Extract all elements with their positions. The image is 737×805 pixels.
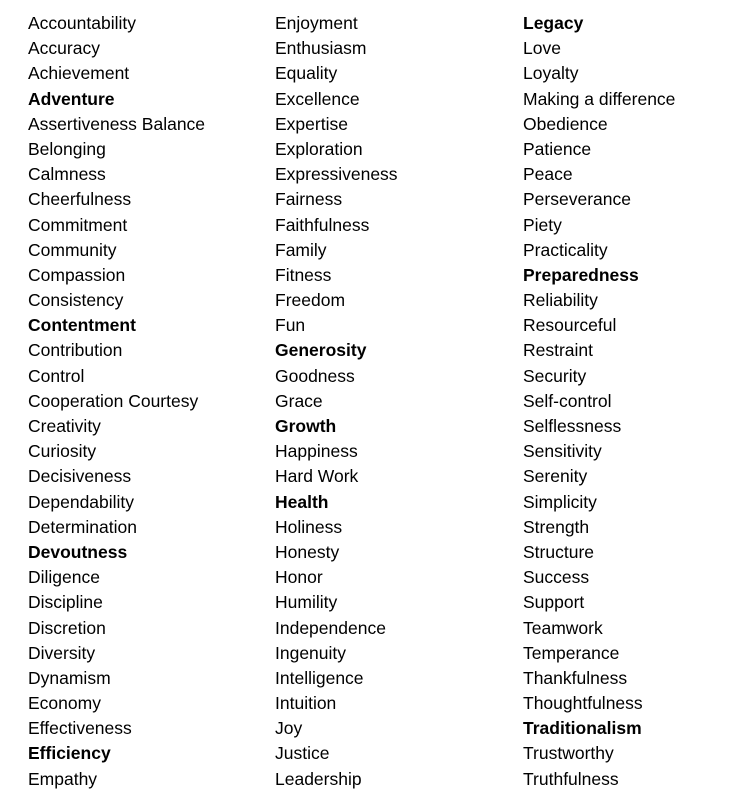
- value-word: Adventure: [28, 88, 115, 109]
- value-word: Effectiveness: [28, 718, 132, 739]
- value-word: Freedom: [275, 290, 346, 311]
- value-word: Justice: [275, 743, 330, 764]
- value-word: Simplicity: [523, 491, 597, 512]
- value-word: Accountability: [28, 13, 136, 33]
- value-word: Serenity: [523, 466, 588, 487]
- value-word: Dependability: [28, 491, 135, 512]
- value-word: Expressiveness: [275, 164, 398, 185]
- value-word: Holiness: [275, 516, 343, 537]
- value-word: Consistency: [28, 290, 124, 311]
- value-word: Thankfulness: [523, 667, 628, 688]
- value-word: Fairness: [275, 189, 343, 210]
- value-word: Grace: [275, 390, 323, 411]
- value-word: Structure: [523, 541, 594, 562]
- value-word: Calmness: [28, 164, 106, 185]
- value-word: Assertiveness Balance: [28, 113, 206, 134]
- value-word: Empathy: [28, 768, 98, 789]
- value-word: Ingenuity: [275, 642, 347, 663]
- value-word: Fitness: [275, 264, 332, 285]
- value-word: Curiosity: [28, 441, 97, 462]
- value-word: Hard Work: [275, 466, 359, 487]
- value-word: Self-control: [523, 390, 612, 411]
- value-word: Patience: [523, 138, 592, 159]
- value-word: Legacy: [523, 13, 584, 33]
- value-word: Security: [523, 365, 587, 386]
- value-word: Determination: [28, 516, 137, 537]
- value-word: Sensitivity: [523, 441, 602, 462]
- value-word: Diligence: [28, 567, 100, 588]
- value-word: Dynamism: [28, 667, 111, 688]
- value-word: Independence: [275, 617, 386, 638]
- value-word: Equality: [275, 63, 338, 84]
- value-word: Community: [28, 239, 117, 260]
- value-word: Contribution: [28, 340, 123, 361]
- value-word: Obedience: [523, 113, 608, 134]
- value-word: Selflessness: [523, 416, 622, 436]
- value-word: Humility: [275, 592, 338, 613]
- value-word: Resourceful: [523, 315, 617, 336]
- value-word: Perseverance: [523, 189, 631, 210]
- value-word: Health: [275, 491, 329, 512]
- value-word: Truthfulness: [523, 768, 619, 789]
- value-word: Fun: [275, 315, 306, 336]
- value-word: Cooperation Courtesy: [28, 390, 199, 411]
- value-word: Support: [523, 592, 585, 613]
- value-word: Love: [523, 38, 561, 59]
- value-word: Trustworthy: [523, 743, 614, 764]
- value-word: Discipline: [28, 592, 103, 613]
- value-word: Happiness: [275, 441, 358, 462]
- value-word: Leadership: [275, 768, 362, 789]
- value-word: Efficiency: [28, 743, 111, 764]
- value-word: Honor: [275, 567, 323, 588]
- value-word: Devoutness: [28, 541, 128, 562]
- value-word: Thoughtfulness: [523, 693, 643, 714]
- value-word: Diversity: [28, 642, 96, 663]
- values-column-2: [275, 11, 515, 792]
- value-word: Honesty: [275, 541, 340, 562]
- value-word: Loyalty: [523, 63, 579, 84]
- value-word: Traditionalism: [523, 718, 642, 739]
- value-word: Family: [275, 239, 327, 260]
- value-word: Compassion: [28, 264, 126, 285]
- value-word: Faithfulness: [275, 214, 370, 235]
- value-word: Accuracy: [28, 38, 100, 59]
- value-word: Generosity: [275, 340, 367, 361]
- value-word: Strength: [523, 516, 590, 537]
- value-word: Making a difference: [523, 88, 676, 109]
- value-word: Excellence: [275, 88, 360, 109]
- value-word: Expertise: [275, 113, 348, 134]
- values-column-3: [523, 11, 733, 792]
- value-word: Exploration: [275, 138, 363, 159]
- value-word: Growth: [275, 416, 337, 436]
- value-word: Temperance: [523, 642, 620, 663]
- value-word: Achievement: [28, 63, 130, 84]
- value-word: Intelligence: [275, 667, 364, 688]
- value-word: Belonging: [28, 138, 106, 159]
- value-word: Success: [523, 567, 590, 588]
- value-word: Creativity: [28, 416, 101, 436]
- value-word: Commitment: [28, 214, 128, 235]
- value-word: Control: [28, 365, 85, 386]
- value-word: Contentment: [28, 315, 136, 336]
- value-word: Teamwork: [523, 617, 603, 638]
- value-word: Restraint: [523, 340, 594, 361]
- value-word: Goodness: [275, 365, 355, 386]
- value-word: Practicality: [523, 239, 608, 260]
- value-word: Joy: [275, 718, 303, 739]
- value-word: Intuition: [275, 693, 337, 714]
- value-word: Enthusiasm: [275, 38, 367, 59]
- value-word: Reliability: [523, 290, 598, 311]
- value-word: Cheerfulness: [28, 189, 132, 210]
- value-word: Preparedness: [523, 264, 639, 285]
- value-word: Economy: [28, 693, 101, 714]
- value-word: Decisiveness: [28, 466, 132, 487]
- value-word: Peace: [523, 164, 573, 185]
- value-word: Discretion: [28, 617, 106, 638]
- value-word: Enjoyment: [275, 13, 358, 33]
- value-word: Piety: [523, 214, 562, 235]
- values-column-1: [28, 11, 268, 792]
